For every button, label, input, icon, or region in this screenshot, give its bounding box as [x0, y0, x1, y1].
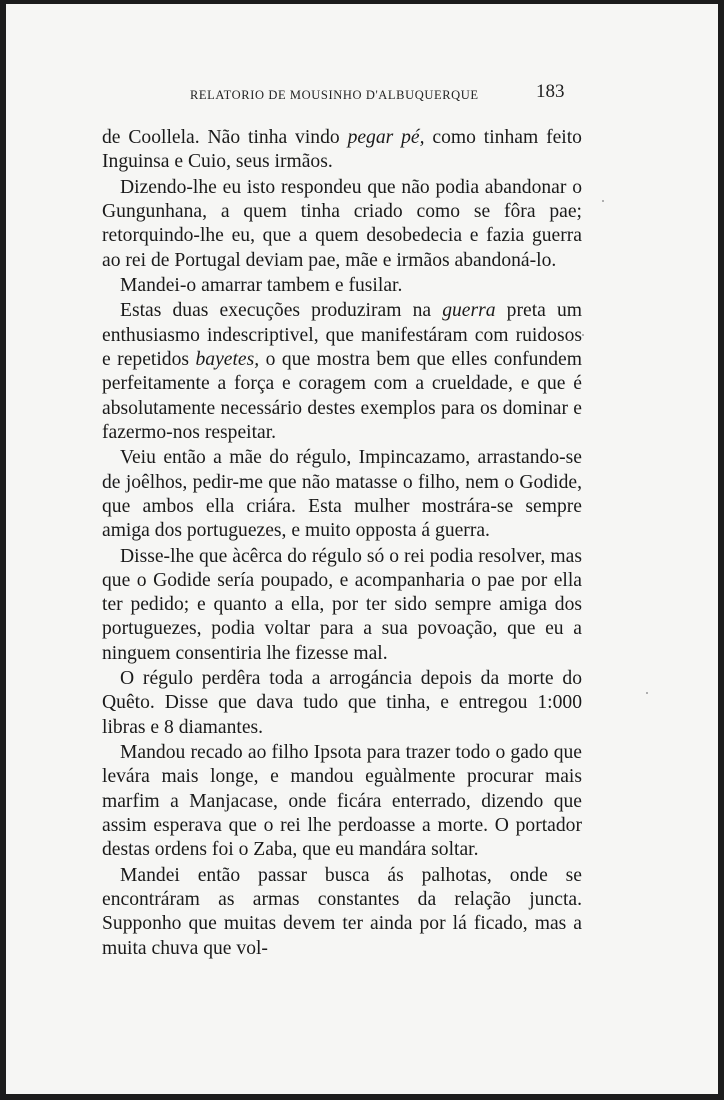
text-run: Mandei-o amarrar tambem e fusilar. [120, 274, 403, 296]
running-title: RELATORIO DE MOUSINHO D'ALBUQUERQUE [190, 88, 479, 102]
paragraph [102, 667, 582, 740]
italic-text: guerra [442, 300, 496, 322]
page-header [6, 78, 718, 108]
text-run: Disse-lhe que àcêrca do régulo só o rei podia resolver, mas que o Godide sería poupado, e acompanharia o pae por ella ter pedido; e quanto a ella, por ter sido sempre amiga dos portuguezes, podia voltar para a sua povoação, que eu a ninguem consentiria lhe fizesse mal. [102, 545, 582, 664]
paragraph [102, 545, 582, 666]
print-speck [582, 334, 584, 336]
paragraph [102, 864, 582, 961]
print-speck [646, 692, 648, 694]
page-number: 183 [536, 81, 565, 102]
text-run: Mandou recado ao filho Ipsota para trazer todo o gado que levára mais longe, e mandou eguàlmente procurar mais marfim a Manjacase, onde ficára enterrado, dizendo que assim esperava que o rei lhe perdoasse a morte. O portador destas ordens foi o Zaba, que eu mandára soltar. [102, 742, 582, 861]
paragraph [102, 446, 582, 543]
paragraph [102, 126, 582, 175]
italic-text: bayetes, [195, 348, 260, 370]
paragraph [102, 274, 582, 298]
paragraph [102, 176, 582, 273]
text-run: o que mostra bem que elles confundem perfeitamente a força e coragem com a crueldade, e que é absolutamente necessário destes exemplos para os dominar e fazermo-nos respeitar. [102, 348, 582, 443]
print-speck [602, 200, 604, 202]
text-run: como tinham feito Inguinsa e Cuio, seus irmãos. [102, 127, 582, 173]
text-run: Dizendo-lhe eu isto respondeu que não podia abandonar o Gungunhana, a quem tinha criado como se fôra pae; retorquindo-lhe eu, que a quem desobedecia e fazia guerra ao rei de Portugal deviam pae, mãe e irmãos abandoná-lo. [102, 176, 582, 271]
text-run: Veiu então a mãe do régulo, Impincazamo, arrastando-se de joêlhos, pedir-me que não matasse o filho, nem o Godide, que ambos ella criára. Esta mulher mostrára-se sempre amiga dos portuguezes, e muito opposta á guerra. [102, 447, 582, 542]
text-run: Mandei então passar busca ás palhotas, onde se encontráram as armas constantes da relação juncta. Supponho que muitas devem ter ainda por lá ficado, mas a muita chuva que vol- [102, 864, 582, 959]
paragraph [102, 299, 582, 445]
body-text [102, 126, 582, 962]
text-run: Estas duas execuções produziram na [120, 300, 443, 322]
text-run: preta um enthusiasmo indescriptivel, que manifestáram com ruidosos e repetidos [102, 300, 582, 370]
paragraph [102, 741, 582, 862]
text-run: de Coollela. Não tinha vindo [102, 127, 348, 148]
book-page [6, 4, 718, 1094]
text-run: O régulo perdêra toda a arrogáncia depois da morte do Quêto. Disse que dava tudo que tinha, e entregou 1:000 libras e 8 diamantes. [102, 668, 582, 738]
italic-text: pegar pé, [347, 127, 425, 148]
